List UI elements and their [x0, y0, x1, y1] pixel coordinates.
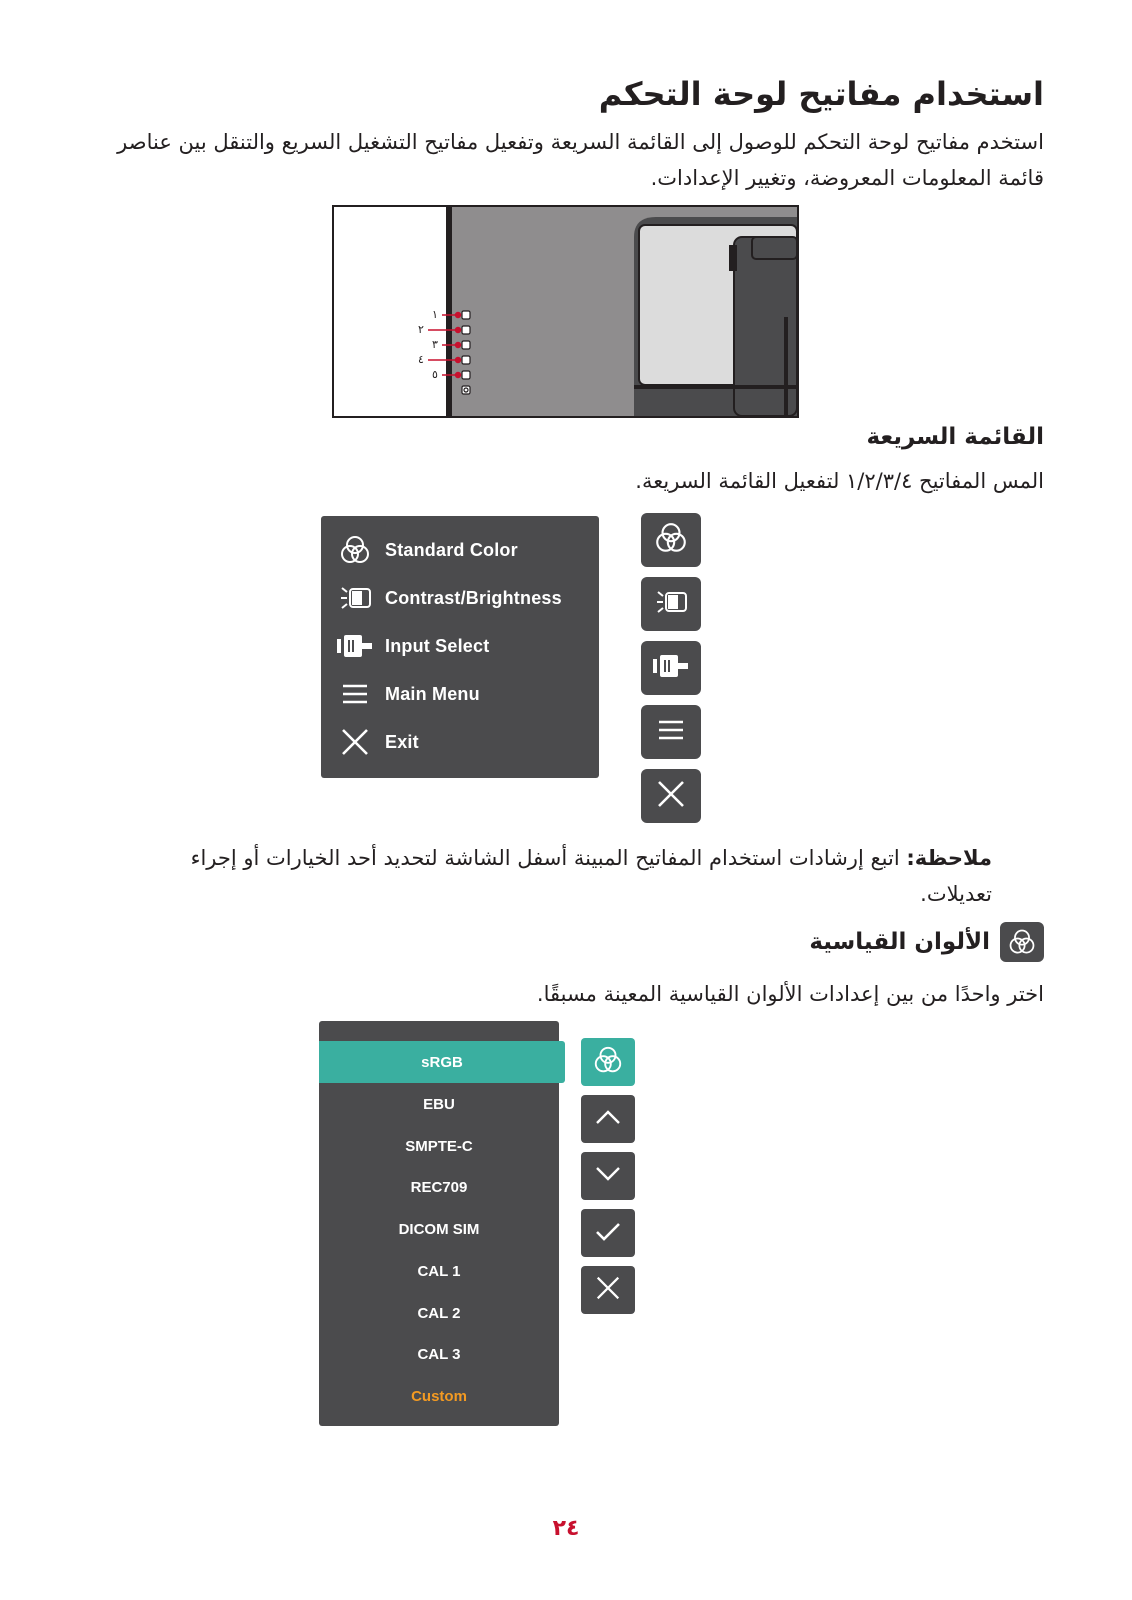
standard-color-heading [809, 922, 1044, 962]
color-circles-icon [335, 530, 375, 570]
quick-menu-item-label: Exit [385, 731, 419, 752]
quick-menu-item-main-menu[interactable] [335, 674, 480, 714]
chevron-down-icon [595, 1166, 621, 1186]
color-circles-icon [1000, 922, 1044, 962]
color-option-custom[interactable]: Custom [411, 1387, 467, 1405]
note-label: ملاحظة: [906, 846, 992, 870]
color-circles-icon [653, 520, 689, 560]
key-3-button[interactable] [641, 641, 701, 695]
key-5-button[interactable] [641, 769, 701, 823]
close-icon [335, 722, 375, 762]
standard-color-description: اختر واحدًا من بين إعدادات الألوان القياسية المعينة مسبقًا. [536, 982, 1044, 1006]
color-option-cal-2[interactable]: CAL 2 [417, 1304, 461, 1322]
key-2-button[interactable] [641, 577, 701, 631]
diagram-label-1: ١ [432, 308, 438, 321]
key-1-button[interactable] [641, 513, 701, 567]
color-option-dicom-sim[interactable]: DICOM SIM [398, 1220, 480, 1238]
exit-button[interactable] [581, 1266, 635, 1314]
confirm-button[interactable] [581, 1209, 635, 1257]
standard-color-key-button[interactable] [581, 1038, 635, 1086]
color-option-cal-3[interactable]: CAL 3 [417, 1345, 461, 1363]
quick-menu-item-input-select[interactable] [335, 626, 489, 666]
note-text: اتبع إرشادات استخدام المفاتيح المبينة أسفل الشاشة لتحديد أحد الخيارات أو إجراء تعديلات. [190, 846, 992, 906]
color-option-cal-1[interactable]: CAL 1 [417, 1262, 461, 1280]
checkmark-icon [595, 1221, 621, 1245]
close-icon [596, 1276, 620, 1304]
contrast-brightness-icon [335, 578, 375, 618]
page-number: ٢٤ [552, 1516, 580, 1541]
down-button[interactable] [581, 1152, 635, 1200]
color-circles-icon [592, 1044, 624, 1080]
monitor-control-panel-diagram [332, 205, 799, 418]
input-select-icon [652, 653, 690, 683]
quick-menu-item-exit[interactable] [335, 722, 419, 762]
note-paragraph [132, 840, 992, 912]
color-option-rec709[interactable]: REC709 [410, 1178, 468, 1196]
quick-menu-description: المس المفاتيح ١/٢/٣/٤ لتفعيل القائمة السريعة. [635, 469, 1044, 493]
up-button[interactable] [581, 1095, 635, 1143]
diagram-label-5: ٥ [432, 368, 438, 381]
menu-lines-icon [335, 674, 375, 714]
contrast-brightness-icon [653, 587, 689, 621]
quick-menu-item-label: Main Menu [385, 683, 480, 704]
input-select-icon [335, 626, 375, 666]
quick-menu-item-standard-color[interactable] [335, 530, 518, 570]
color-option-srgb[interactable]: sRGB [319, 1041, 565, 1083]
close-icon [657, 780, 685, 812]
color-options-panel [319, 1021, 559, 1426]
key-4-button[interactable] [641, 705, 701, 759]
quick-menu-panel [321, 516, 599, 778]
color-option-ebu[interactable]: EBU [423, 1095, 455, 1113]
standard-color-heading-text: الألوان القياسية [809, 929, 990, 955]
color-option-smpte-c[interactable]: SMPTE-C [405, 1137, 473, 1155]
diagram-label-4: ٤ [418, 353, 424, 366]
quick-menu-heading: القائمة السريعة [866, 424, 1044, 450]
intro-paragraph: استخدم مفاتيح لوحة التحكم للوصول إلى القائمة السريعة وتفعيل مفاتيح التشغيل السريع والتنقل بين عناصر قائمة المعلومات المعروضة، وتغيير الإعدادات. [117, 130, 1044, 190]
quick-menu-item-label: Standard Color [385, 539, 518, 560]
quick-menu-item-label: Input Select [385, 635, 490, 656]
chevron-up-icon [595, 1109, 621, 1129]
diagram-label-3: ٣ [432, 338, 438, 351]
quick-menu-item-contrast-brightness[interactable] [335, 578, 562, 618]
monitor-illustration [334, 207, 797, 416]
diagram-label-2: ٢ [418, 323, 424, 336]
page-title: استخدام مفاتيح لوحة التحكم [598, 75, 1044, 113]
menu-lines-icon [657, 719, 685, 745]
quick-menu-item-label: Contrast/Brightness [385, 587, 562, 608]
